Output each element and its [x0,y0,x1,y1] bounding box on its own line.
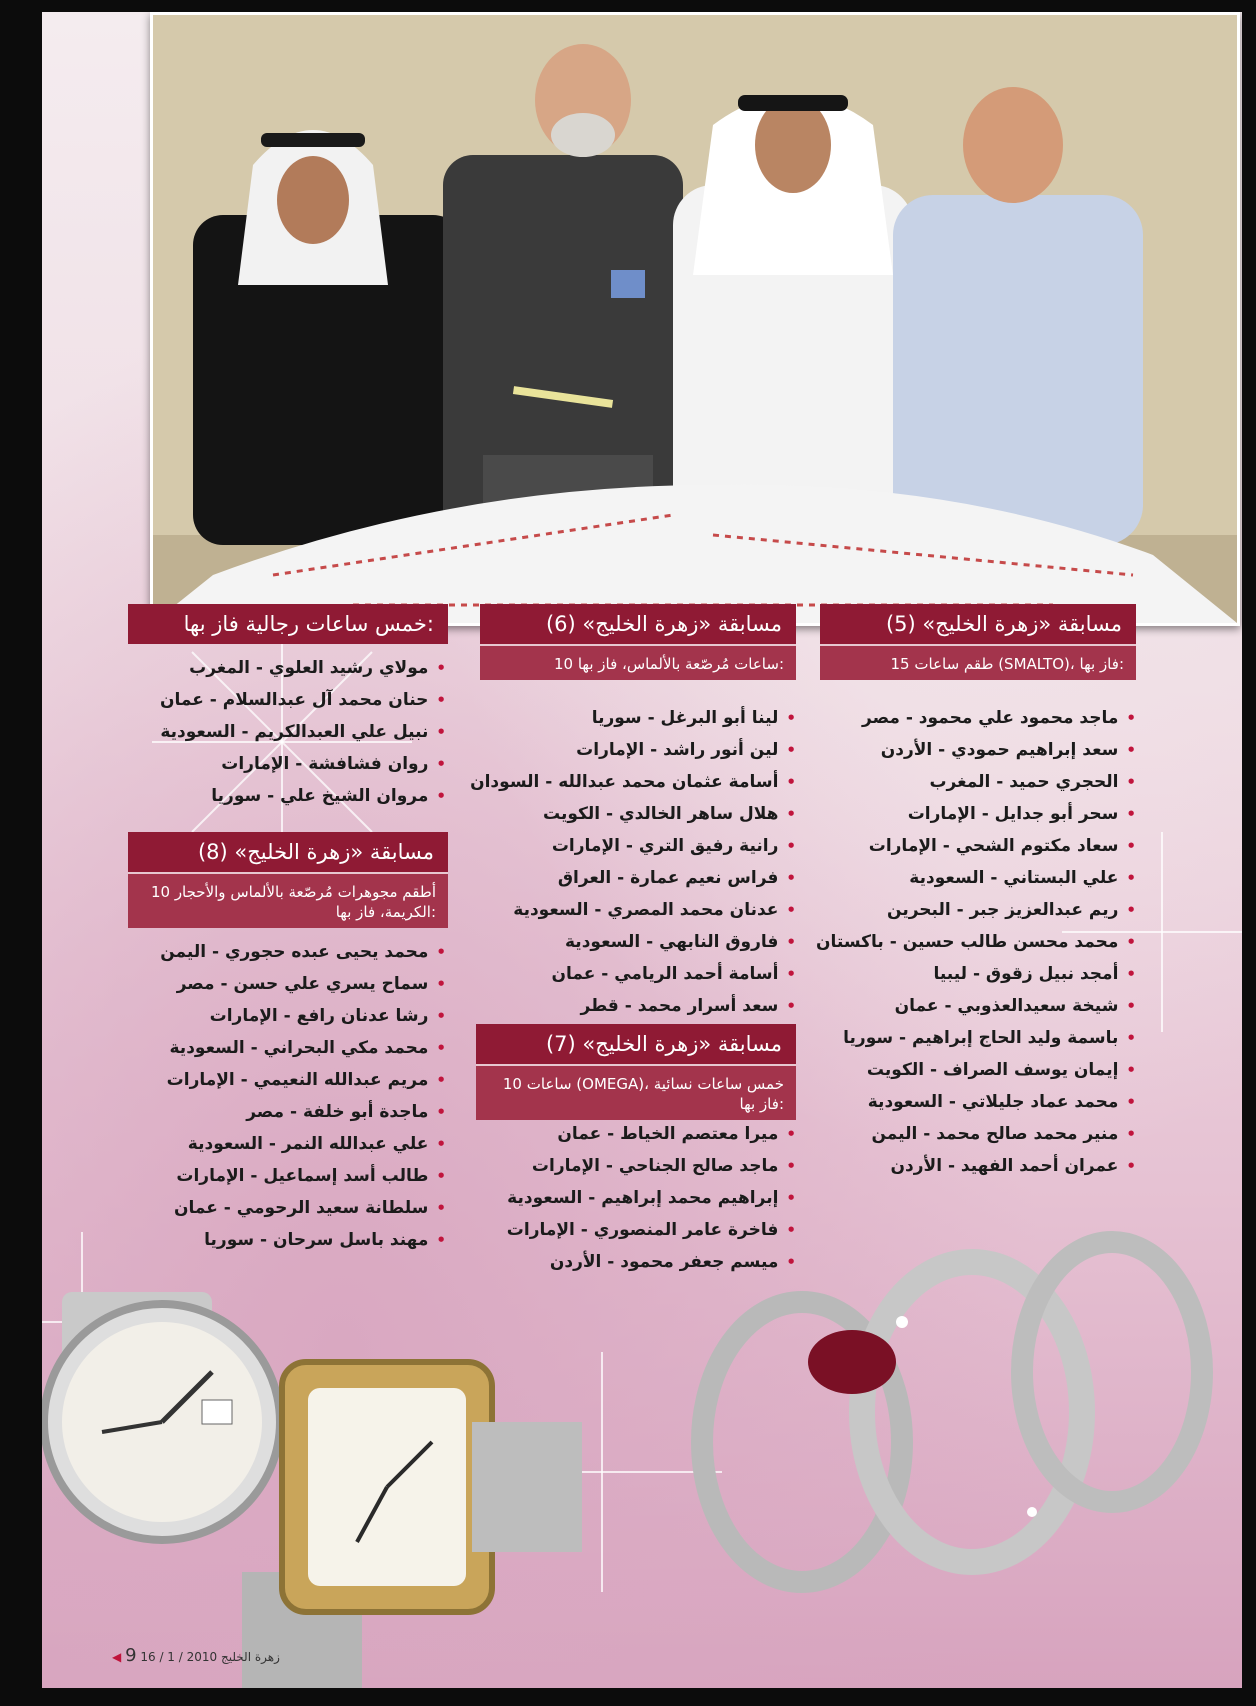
list-item: • طالب أسد إسماعيل - الإمارات [116,1166,446,1198]
list-item: • إبراهيم محمد إبراهيم - السعودية [466,1188,796,1220]
section-5-list [816,708,1136,1188]
list-item: • الحجري حميد - المغرب [816,772,1136,804]
list-item: • باسمة وليد الحاج إبراهيم - سوريا [816,1028,1136,1060]
list-item: • فراس نعيم عمارة - العراق [466,868,796,900]
list-item: • ماجد صالح الجناحي - الإمارات [466,1156,796,1188]
list-item: • روان فشافشة - الإمارات [126,754,446,786]
list-item: • محمد يحيى عبده حجوري - اليمن [116,942,446,974]
list-item: • حنان محمد آل عبدالسلام - عمان [126,690,446,722]
list-item: • ميسم جعفر محمود - الأردن [466,1252,796,1284]
section-8-list [116,942,446,1262]
list-item: • لينا أبو البرغل - سوريا [466,708,796,740]
list-item: • رشا عدنان رافع - الإمارات [116,1006,446,1038]
section-6-list [466,708,796,1028]
ring-illustration [682,1212,1242,1688]
list-item: • مولاي رشيد العلوي - المغرب [126,658,446,690]
page-footer [112,1645,280,1666]
list-item: • ميرا معتصم الخياط - عمان [466,1124,796,1156]
list-item: • فاخرة عامر المنصوري - الإمارات [466,1220,796,1252]
section-7-subtitle: 10 ساعات (OMEGA)، خمس ساعات نسائية فاز بها: [476,1066,796,1120]
list-item: • محمد مكي البحراني - السعودية [116,1038,446,1070]
section-8-header [128,832,448,928]
section-5-header [820,604,1136,680]
section-6-subtitle: 10 ساعات مُرصّعة بالألماس، فاز بها: [480,646,796,680]
list-item: • أسامة أحمد الريامي - عمان [466,964,796,996]
list-item: • أمجد نبيل زقوق - ليبيا [816,964,1136,996]
footer-text: زهرة الخليج 2010 / 1 / 16 [140,1650,280,1664]
section-8-subtitle: 10 أطقم مجوهرات مُرصّعة بالألماس والأحجار الكريمة، فاز بها: [128,874,448,928]
list-item: • فاروق النابهي - السعودية [466,932,796,964]
list-item: • سماح يسري علي حسن - مصر [116,974,446,1006]
group-photo [150,12,1240,626]
list-item: • شيخة سعيدالعذوبي - عمان [816,996,1136,1028]
list-item: • ماجدة أبو خلفة - مصر [116,1102,446,1134]
list-item: • سحر أبو جدايل - الإمارات [816,804,1136,836]
list-item: • لين أنور راشد - الإمارات [466,740,796,772]
section-8-title: مسابقة «زهرة الخليج» (8) [128,832,448,874]
men-watches-header [128,604,448,644]
list-item: • إيمان يوسف الصراف - الكويت [816,1060,1136,1092]
men-watches-list [126,658,446,818]
list-item: • مروان الشيخ علي - سوريا [126,786,446,818]
photo-illustration [153,15,1237,623]
list-item: • محمد عماد جليلاتي - السعودية [816,1092,1136,1124]
list-item: • ماجد محمود علي محمود - مصر [816,708,1136,740]
list-item: • علي البستاني - السعودية [816,868,1136,900]
section-6-header [480,604,796,680]
list-item: • مريم عبدالله النعيمي - الإمارات [116,1070,446,1102]
list-item: • سعد أسرار محمد - قطر [466,996,796,1028]
list-item: • منير محمد صالح محمد - اليمن [816,1124,1136,1156]
list-item: • هلال ساهر الخالدي - الكويت [466,804,796,836]
section-5-title: مسابقة «زهرة الخليج» (5) [820,604,1136,646]
list-item: • علي عبدالله النمر - السعودية [116,1134,446,1166]
list-item: • رانية رفيق التري - الإمارات [466,836,796,868]
list-item: • عمران أحمد الفهيد - الأردن [816,1156,1136,1188]
section-7-header [476,1024,796,1120]
list-item: • نبيل علي العبدالكريم - السعودية [126,722,446,754]
section-5-subtitle: 15 طقم ساعات (SMALTO)، فاز بها: [820,646,1136,680]
watches-illustration [42,1292,602,1688]
page-number: 9 [125,1645,137,1666]
list-item: • أسامة عثمان محمد عبدالله - السودان [466,772,796,804]
magazine-page [42,12,1242,1688]
list-item: • ريم عبدالعزيز جبر - البحرين [816,900,1136,932]
list-item: • مهند باسل سرحان - سوريا [116,1230,446,1262]
list-item: • سعاد مكتوم الشحي - الإمارات [816,836,1136,868]
footer-arrow-icon: ◀ [112,1650,122,1664]
list-item: • عدنان محمد المصري - السعودية [466,900,796,932]
men-watches-title: خمس ساعات رجالية فاز بها: [183,612,434,636]
list-item: • سعد إبراهيم حمودي - الأردن [816,740,1136,772]
section-7-title: مسابقة «زهرة الخليج» (7) [476,1024,796,1066]
section-6-title: مسابقة «زهرة الخليج» (6) [480,604,796,646]
list-item: • سلطانة سعيد الرحومي - عمان [116,1198,446,1230]
list-item: • محمد محسن طالب حسين - باكستان [816,932,1136,964]
